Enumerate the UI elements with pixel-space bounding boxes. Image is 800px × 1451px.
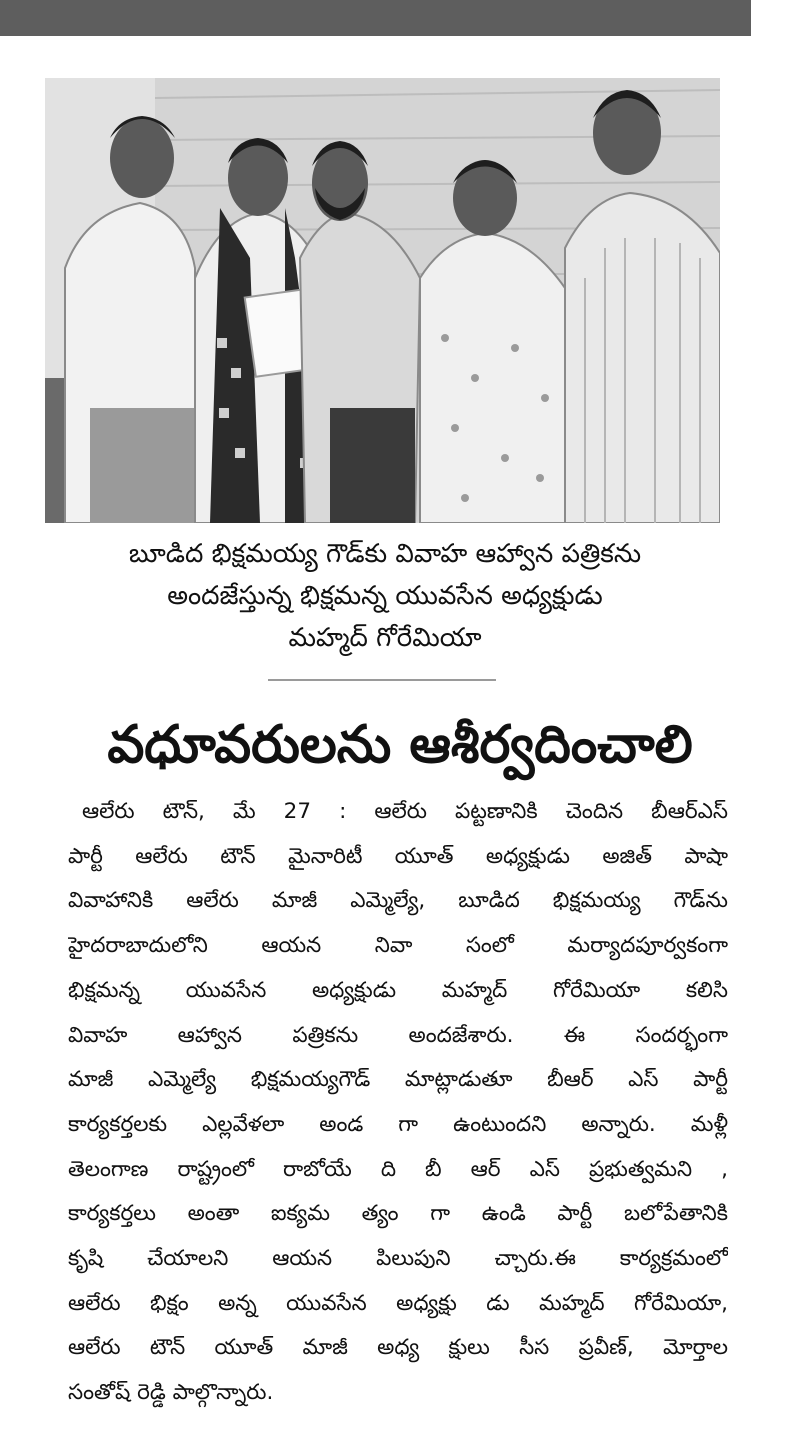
body-line: హైదరాబాదులోని ఆయన నివా సంలో మర్యాదపూర్వకంగా xyxy=(68,933,728,959)
caption-line: మహ్మద్ గోరేమియా xyxy=(288,623,482,653)
group-photo-icon xyxy=(45,78,720,523)
caption-line: అందజేస్తున్న భిక్షమన్న యువసేన అధ్యక్షుడు xyxy=(167,581,603,611)
body-line: ఆలేరు టౌన్ యూత్ మాజీ అధ్య క్షులు సీస ప్రవీణ్, మోర్తాల xyxy=(68,1335,728,1361)
body-line: భిక్షమన్న యువసేన అధ్యక్షుడు మహ్మద్ గోరేమియా కలిసి xyxy=(68,977,728,1003)
photo-caption xyxy=(60,533,710,659)
body-line: సంతోష్ రెడ్డి పాల్గొన్నారు. xyxy=(68,1380,274,1406)
body-line: పార్టీ ఆలేరు టౌన్ మైనారిటీ యూత్ అధ్యక్షుడు అజిత్ పాషా xyxy=(68,843,728,869)
article-body xyxy=(68,790,728,1416)
body-line: ఆలేరు భిక్షం అన్న యువసేన అధ్యక్షు డు మహ్మద్ గోరేమియా, xyxy=(68,1290,728,1316)
body-line: కార్యకర్తలకు ఎల్లవేళలా అండ గా ఉంటుందని అన్నారు. మళ్లీ xyxy=(68,1111,728,1137)
caption-divider xyxy=(268,679,496,681)
body-line: వివాహ ఆహ్వాన పత్రికను అందజేశారు. ఈ సందర్భంగా xyxy=(68,1022,728,1048)
body-line: కృషి చేయాలని ఆయన పిలుపుని చ్చారు.ఈ కార్యక్రమంలో xyxy=(68,1246,728,1272)
body-line: తెలంగాణ రాష్ట్రంలో రాబోయే ది బీ ఆర్ ఎస్ ప్రభుత్వమని , xyxy=(68,1156,728,1182)
body-line: వివాహానికి ఆలేరు మాజీ ఎమ్మెల్యే, బూడిద భిక్షమయ్య గౌడ్‌ను xyxy=(68,888,728,914)
body-line: ఆలేరు టౌన్, మే 27 : ఆలేరు పట్టణానికి చెందిన బీఆర్ఎస్ xyxy=(82,799,728,824)
body-line: మాజీ ఎమ్మెల్యే భిక్షమయ్యగౌడ్ మాట్లాడుతూ బీఆర్ ఎస్ పార్టీ xyxy=(68,1067,728,1093)
article-headline: వధూవరులను ఆశీర్వదించాలి xyxy=(107,715,693,775)
news-photo xyxy=(45,78,720,523)
top-header-bar xyxy=(0,0,751,36)
caption-line: బూడిద భిక్షమయ్య గౌడ్‌కు వివాహ ఆహ్వాన పత్రికను xyxy=(128,539,642,569)
body-line: కార్యకర్తలు అంతా ఐక్యమ త్యం గా ఉండి పార్టీ బలోపేతానికి xyxy=(68,1201,728,1227)
